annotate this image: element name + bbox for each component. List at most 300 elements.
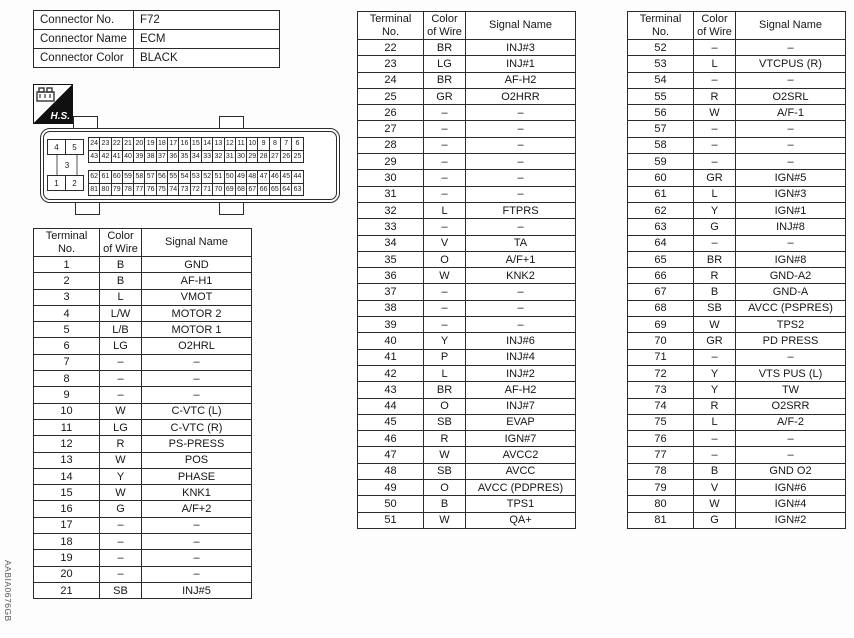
connector-info-table <box>33 10 280 68</box>
pin-31: 31 <box>224 150 236 164</box>
pin-12: 12 <box>224 137 236 151</box>
table-cell: PS-PRESS <box>142 436 252 452</box>
table-cell: A/F-1 <box>736 105 846 121</box>
table-row <box>34 566 252 582</box>
pin-6: 6 <box>291 137 303 151</box>
pin-77: 77 <box>133 183 145 197</box>
pin-9: 9 <box>257 137 269 151</box>
pin-54: 54 <box>178 170 190 184</box>
table-row <box>628 349 846 365</box>
table-cell: R <box>100 436 142 452</box>
table-row <box>358 398 576 414</box>
table-cell: 28 <box>358 137 424 153</box>
table-row <box>34 452 252 468</box>
table-row <box>628 512 846 528</box>
pin-52: 52 <box>201 170 213 184</box>
table-cell: GND O2 <box>736 463 846 479</box>
pin-7: 7 <box>280 137 292 151</box>
table-cell: QA+ <box>466 512 576 528</box>
table-cell: 33 <box>358 219 424 235</box>
table-cell: 77 <box>628 447 694 463</box>
table-row <box>358 268 576 284</box>
pin-57: 57 <box>144 170 156 184</box>
table-row <box>628 72 846 88</box>
table-cell: L <box>694 414 736 430</box>
table-cell: POS <box>142 452 252 468</box>
connector-tab <box>219 201 244 215</box>
table-cell: 43 <box>358 382 424 398</box>
table-cell: 14 <box>34 468 100 484</box>
pin-29: 29 <box>246 150 258 164</box>
table-cell: – <box>466 300 576 316</box>
table-cell: PD PRESS <box>736 333 846 349</box>
table-cell: EVAP <box>466 414 576 430</box>
table-cell: IGN#3 <box>736 186 846 202</box>
table-cell: – <box>736 447 846 463</box>
table-row <box>628 121 846 137</box>
table-cell: L/B <box>100 322 142 338</box>
table-cell: Y <box>424 333 466 349</box>
table-row <box>628 137 846 153</box>
table-cell: 18 <box>34 534 100 550</box>
table-cell: IGN#6 <box>736 480 846 496</box>
table-cell: LG <box>100 419 142 435</box>
table-cell: KNK1 <box>142 485 252 501</box>
table-cell: 39 <box>358 317 424 333</box>
table-row <box>34 501 252 517</box>
table-cell: TW <box>736 382 846 398</box>
table-cell: – <box>694 154 736 170</box>
table-row <box>628 284 846 300</box>
pin-23: 23 <box>99 137 111 151</box>
pin-26: 26 <box>280 150 292 164</box>
table-cell: G <box>100 501 142 517</box>
table-cell: AF-H1 <box>142 273 252 289</box>
table-cell: 9 <box>34 387 100 403</box>
pin-73: 73 <box>178 183 190 197</box>
table-cell: 1 <box>34 257 100 273</box>
table-cell: W <box>100 403 142 419</box>
pin-21: 21 <box>122 137 134 151</box>
table-cell: 80 <box>628 496 694 512</box>
table-cell: – <box>736 40 846 56</box>
table-cell: 22 <box>358 40 424 56</box>
table-cell: – <box>142 534 252 550</box>
table-row <box>358 431 576 447</box>
pin-56: 56 <box>156 170 168 184</box>
table-row <box>34 49 280 68</box>
pin-81: 81 <box>88 183 100 197</box>
table-cell: – <box>142 354 252 370</box>
table-cell: L <box>694 186 736 202</box>
table-cell: AVCC <box>466 463 576 479</box>
table-cell: – <box>466 105 576 121</box>
pin-32: 32 <box>212 150 224 164</box>
pin-2: 2 <box>65 175 84 191</box>
col-header-signal: Signal Name <box>736 12 846 40</box>
table-cell: B <box>100 273 142 289</box>
table-cell: – <box>466 284 576 300</box>
table-cell: 5 <box>34 322 100 338</box>
table-cell: 58 <box>628 137 694 153</box>
pin-27: 27 <box>269 150 281 164</box>
table-cell: 7 <box>34 354 100 370</box>
table-row <box>34 305 252 321</box>
table-cell: W <box>424 268 466 284</box>
table-cell: 23 <box>358 56 424 72</box>
table-cell: TPS2 <box>736 317 846 333</box>
table-cell: Y <box>694 365 736 381</box>
table-cell: VTCPUS (R) <box>736 56 846 72</box>
table-cell: – <box>694 235 736 251</box>
table-row <box>34 257 252 273</box>
table-cell: 56 <box>628 105 694 121</box>
table-cell: O2SRL <box>736 88 846 104</box>
table-row <box>358 414 576 430</box>
table-cell: 50 <box>358 496 424 512</box>
table-cell: 30 <box>358 170 424 186</box>
col-header-terminal: Terminal No. <box>628 12 694 40</box>
table-row <box>34 30 280 49</box>
table-cell: 79 <box>628 480 694 496</box>
table-cell: AF-H2 <box>466 72 576 88</box>
figure-code: AABIA0676GB <box>3 560 13 622</box>
table-cell: – <box>142 550 252 566</box>
table-cell: 3 <box>34 289 100 305</box>
table-row <box>628 88 846 104</box>
table-row <box>34 534 252 550</box>
pin-68: 68 <box>235 183 247 197</box>
table-cell: L <box>694 56 736 72</box>
table-cell: – <box>142 371 252 387</box>
table-cell: VTS PUS (L) <box>736 365 846 381</box>
table-cell: A/F-2 <box>736 414 846 430</box>
pin-36: 36 <box>167 150 179 164</box>
table-header-row <box>358 12 576 40</box>
pin-28: 28 <box>257 150 269 164</box>
table-cell: 34 <box>358 235 424 251</box>
pin-17: 17 <box>167 137 179 151</box>
table-row <box>34 419 252 435</box>
table-row <box>358 154 576 170</box>
table-cell: KNK2 <box>466 268 576 284</box>
table-cell: LG <box>100 338 142 354</box>
table-cell: Y <box>694 202 736 218</box>
table-row <box>628 154 846 170</box>
pin-47: 47 <box>257 170 269 184</box>
table-cell: SB <box>424 414 466 430</box>
table-cell: – <box>424 284 466 300</box>
table-row <box>628 105 846 121</box>
pin-71: 71 <box>201 183 213 197</box>
table-cell: INJ#8 <box>736 219 846 235</box>
table-cell: INJ#5 <box>142 582 252 598</box>
table-cell: L <box>424 202 466 218</box>
table-row <box>358 480 576 496</box>
table-cell: – <box>424 186 466 202</box>
table-cell: V <box>694 480 736 496</box>
table-cell: R <box>424 431 466 447</box>
table-row <box>358 137 576 153</box>
table-cell: – <box>142 517 252 533</box>
pin-14: 14 <box>201 137 213 151</box>
table-cell: C-VTC (L) <box>142 403 252 419</box>
info-label: Connector Color <box>34 49 134 68</box>
table-cell: B <box>424 496 466 512</box>
pin-35: 35 <box>178 150 190 164</box>
info-label: Connector Name <box>34 30 134 49</box>
pin-45: 45 <box>280 170 292 184</box>
pin-18: 18 <box>156 137 168 151</box>
table-cell: AVCC2 <box>466 447 576 463</box>
table-cell: 70 <box>628 333 694 349</box>
table-cell: 68 <box>628 300 694 316</box>
pin-53: 53 <box>190 170 202 184</box>
table-row <box>628 463 846 479</box>
pin-11: 11 <box>235 137 247 151</box>
pin-1: 1 <box>47 175 66 191</box>
pin-39: 39 <box>133 150 145 164</box>
table-row <box>34 322 252 338</box>
table-cell: AVCC (PSPRES) <box>736 300 846 316</box>
table-row <box>628 219 846 235</box>
table-cell: – <box>466 317 576 333</box>
pin-70: 70 <box>212 183 224 197</box>
table-row <box>34 468 252 484</box>
table-row <box>34 582 252 598</box>
table-cell: INJ#2 <box>466 365 576 381</box>
connector-tab <box>75 201 100 215</box>
pin-60: 60 <box>111 170 123 184</box>
large-pin-block <box>48 139 86 191</box>
table-cell: TPS1 <box>466 496 576 512</box>
pin-row-middle <box>48 155 86 175</box>
table-cell: R <box>694 398 736 414</box>
table-cell: – <box>100 534 142 550</box>
table-row <box>628 480 846 496</box>
table-cell: 13 <box>34 452 100 468</box>
table-cell: INJ#1 <box>466 56 576 72</box>
pin-row <box>89 184 304 197</box>
pin-75: 75 <box>156 183 168 197</box>
terminal-table-52-81 <box>627 11 846 529</box>
pin-69: 69 <box>224 183 236 197</box>
table-cell: MOTOR 1 <box>142 322 252 338</box>
table-row <box>358 202 576 218</box>
table-row <box>628 447 846 463</box>
table-cell: GR <box>694 170 736 186</box>
table-row <box>34 436 252 452</box>
table-row <box>358 284 576 300</box>
terminal-table-1-21 <box>33 228 252 599</box>
table-cell: 26 <box>358 105 424 121</box>
pin-55: 55 <box>167 170 179 184</box>
table-cell: – <box>736 431 846 447</box>
table-cell: – <box>100 566 142 582</box>
table-cell: 41 <box>358 349 424 365</box>
col-header-terminal: Terminal No. <box>358 12 424 40</box>
table-row <box>34 550 252 566</box>
col-header-terminal: Terminal No. <box>34 229 100 257</box>
table-cell: INJ#7 <box>466 398 576 414</box>
table-cell: BR <box>424 72 466 88</box>
table-cell: 15 <box>34 485 100 501</box>
pin-40: 40 <box>122 150 134 164</box>
table-row <box>34 387 252 403</box>
table-cell: 55 <box>628 88 694 104</box>
table-cell: W <box>100 452 142 468</box>
pin-25: 25 <box>291 150 303 164</box>
table-cell: 11 <box>34 419 100 435</box>
table-cell: 49 <box>358 480 424 496</box>
table-cell: 59 <box>628 154 694 170</box>
table-cell: L/W <box>100 305 142 321</box>
table-cell: A/F+2 <box>142 501 252 517</box>
table-row <box>628 235 846 251</box>
table-cell: 37 <box>358 284 424 300</box>
pin-13: 13 <box>212 137 224 151</box>
table-row <box>34 485 252 501</box>
table-row <box>358 496 576 512</box>
table-row <box>34 517 252 533</box>
table-cell: BR <box>424 40 466 56</box>
table-cell: O2HRL <box>142 338 252 354</box>
hs-label: H.S. <box>50 111 70 122</box>
pin-46: 46 <box>269 170 281 184</box>
table-cell: – <box>736 72 846 88</box>
table-cell: – <box>694 431 736 447</box>
table-cell: – <box>424 300 466 316</box>
pin-67: 67 <box>246 183 258 197</box>
table-cell: 38 <box>358 300 424 316</box>
table-row <box>628 56 846 72</box>
table-row <box>358 251 576 267</box>
table-cell: – <box>736 137 846 153</box>
table-cell: GR <box>424 88 466 104</box>
table-cell: IGN#4 <box>736 496 846 512</box>
pin-41: 41 <box>111 150 123 164</box>
table-cell: IGN#5 <box>736 170 846 186</box>
table-row <box>628 365 846 381</box>
table-cell: 31 <box>358 186 424 202</box>
table-cell: R <box>694 88 736 104</box>
info-value: BLACK <box>133 49 279 68</box>
pin-51: 51 <box>212 170 224 184</box>
table-row <box>628 382 846 398</box>
table-cell: B <box>100 257 142 273</box>
table-cell: GND-A2 <box>736 268 846 284</box>
table-cell: 53 <box>628 56 694 72</box>
table-cell: – <box>100 354 142 370</box>
table-cell: – <box>424 170 466 186</box>
table-cell: O2HRR <box>466 88 576 104</box>
table-cell: – <box>466 186 576 202</box>
table-cell: W <box>694 105 736 121</box>
table-row <box>358 40 576 56</box>
table-row <box>358 382 576 398</box>
pin-grid-top <box>89 138 304 163</box>
table-cell: W <box>694 317 736 333</box>
table-cell: 75 <box>628 414 694 430</box>
table-cell: 21 <box>34 582 100 598</box>
table-cell: GR <box>694 333 736 349</box>
pin-30: 30 <box>235 150 247 164</box>
table-row <box>358 88 576 104</box>
table-cell: 25 <box>358 88 424 104</box>
table-cell: 78 <box>628 463 694 479</box>
table-cell: Y <box>100 468 142 484</box>
pin-64: 64 <box>280 183 292 197</box>
table-cell: TA <box>466 235 576 251</box>
table-cell: – <box>466 121 576 137</box>
pin-80: 80 <box>99 183 111 197</box>
table-row <box>628 186 846 202</box>
table-cell: – <box>736 235 846 251</box>
table-cell: O <box>424 251 466 267</box>
table-cell: – <box>736 121 846 137</box>
pin-row <box>48 175 86 191</box>
table-cell: 71 <box>628 349 694 365</box>
pin-15: 15 <box>190 137 202 151</box>
table-cell: 16 <box>34 501 100 517</box>
table-row <box>34 338 252 354</box>
table-header-row <box>628 12 846 40</box>
table-cell: 45 <box>358 414 424 430</box>
table-cell: W <box>424 447 466 463</box>
pin-59: 59 <box>122 170 134 184</box>
table-cell: – <box>424 219 466 235</box>
table-cell: PHASE <box>142 468 252 484</box>
table-row <box>628 414 846 430</box>
table-cell: 57 <box>628 121 694 137</box>
table-cell: O2SRR <box>736 398 846 414</box>
table-cell: R <box>694 268 736 284</box>
table-cell: – <box>424 121 466 137</box>
table-cell: – <box>466 170 576 186</box>
table-row <box>358 447 576 463</box>
pin-61: 61 <box>99 170 111 184</box>
table-row <box>358 300 576 316</box>
table-cell: INJ#6 <box>466 333 576 349</box>
table-cell: 10 <box>34 403 100 419</box>
table-cell: 20 <box>34 566 100 582</box>
table-cell: – <box>100 371 142 387</box>
table-cell: 69 <box>628 317 694 333</box>
table-cell: O <box>424 398 466 414</box>
table-cell: SB <box>100 582 142 598</box>
pin-24: 24 <box>88 137 100 151</box>
table-cell: – <box>424 105 466 121</box>
table-cell: W <box>694 496 736 512</box>
table-cell: 63 <box>628 219 694 235</box>
pin-19: 19 <box>144 137 156 151</box>
table-row <box>358 512 576 528</box>
pin-65: 65 <box>269 183 281 197</box>
table-row <box>358 317 576 333</box>
table-cell: – <box>694 121 736 137</box>
table-row <box>628 317 846 333</box>
table-cell: V <box>424 235 466 251</box>
table-row <box>628 300 846 316</box>
table-cell: 54 <box>628 72 694 88</box>
table-cell: 62 <box>628 202 694 218</box>
table-cell: 74 <box>628 398 694 414</box>
table-cell: W <box>100 485 142 501</box>
table-cell: 81 <box>628 512 694 528</box>
table-cell: IGN#2 <box>736 512 846 528</box>
table-cell: 47 <box>358 447 424 463</box>
pin-66: 66 <box>257 183 269 197</box>
